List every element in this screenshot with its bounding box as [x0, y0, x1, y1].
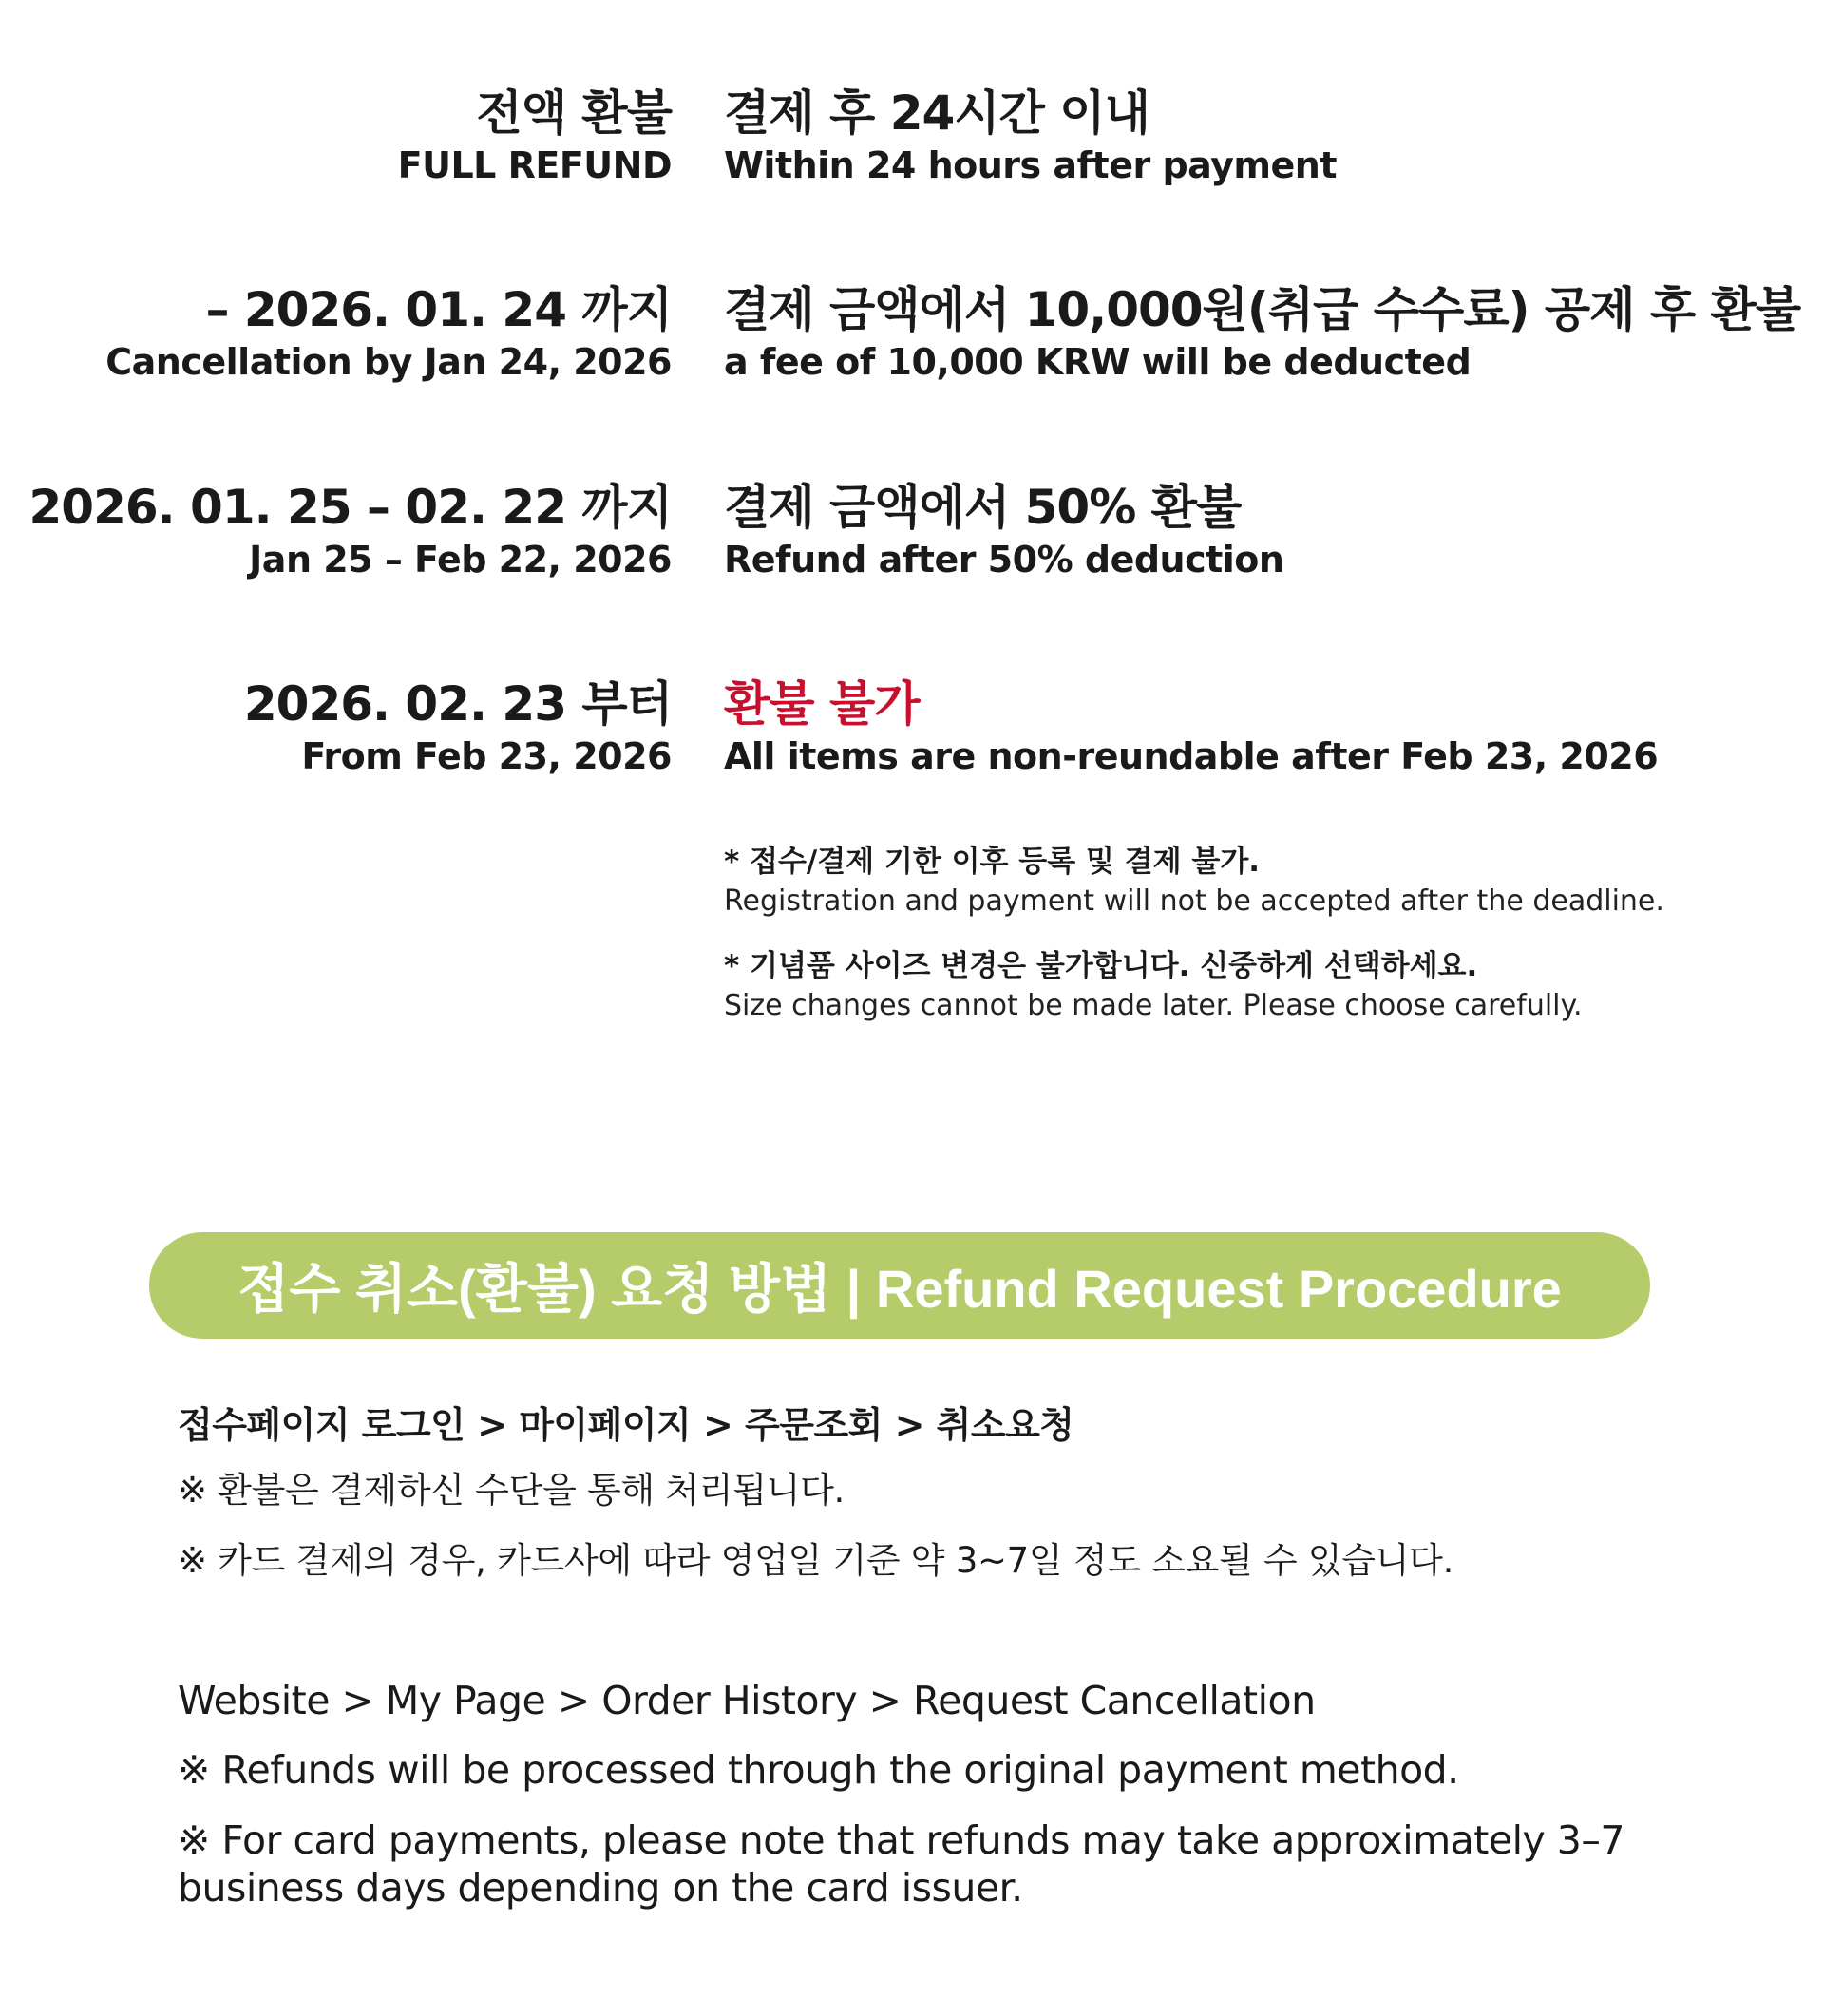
- refund-procedure-banner: [149, 1232, 1650, 1339]
- note-en: Registration and payment will not be accepted after the deadline.: [724, 884, 1664, 918]
- procedure-note-en: ※ Refunds will be processed through the original payment method.: [178, 1747, 1459, 1793]
- period-ko: 전액 환불: [476, 86, 672, 141]
- period-ko: 2026. 01. 25 – 02. 22 까지: [28, 480, 672, 535]
- period-en: Jan 25 – Feb 22, 2026: [249, 539, 672, 580]
- note-ko: * 접수/결제 기한 이후 등록 및 결제 불가.: [724, 845, 1261, 879]
- description-en: Within 24 hours after payment: [724, 144, 1337, 186]
- policy-period: [105, 280, 672, 385]
- policy-description: [724, 84, 1337, 188]
- policy-notes: [724, 841, 1769, 1050]
- note-ko: * 기념품 사이즈 변경은 불가합니다. 신중하게 선택하세요.: [724, 949, 1478, 983]
- period-ko: 2026. 02. 23 부터: [243, 676, 672, 732]
- procedure-note-ko: ※ 카드 결제의 경우, 카드사에 따라 영업일 기준 약 3~7일 정도 소요될 수 있습니다.: [178, 1540, 1454, 1581]
- period-en: FULL REFUND: [397, 144, 672, 186]
- procedure-note-en: ※ For card payments, please note that refunds may take approximately 3–7 business days depending on the card issuer.: [178, 1817, 1624, 1911]
- policy-description: [724, 478, 1283, 582]
- section-spacer: [178, 1607, 1736, 1674]
- description-en: Refund after 50% deduction: [724, 539, 1284, 580]
- policy-period: [244, 675, 672, 779]
- description-ko: 결제 금액에서 50% 환불: [724, 480, 1242, 535]
- refund-procedure-section: [178, 1397, 1736, 1934]
- period-ko: – 2026. 01. 24 까지: [205, 282, 672, 337]
- procedure-path-ko: 접수페이지 로그인 > 마이페이지 > 주문조회 > 취소요청: [178, 1404, 1074, 1446]
- description-en: a fee of 10,000 KRW will be deducted: [724, 341, 1472, 383]
- no-refund-label: 환불 불가: [724, 676, 920, 732]
- note-size-change: [724, 945, 1769, 1025]
- banner-title: 접수 취소(환불) 요청 방법 | Refund Request Procedure: [238, 1259, 1562, 1319]
- procedure-path-en: Website > My Page > Order History > Request Cancellation: [178, 1678, 1316, 1723]
- period-en: Cancellation by Jan 24, 2026: [105, 341, 672, 383]
- description-en: All items are non-reundable after Feb 23, 2026: [724, 735, 1659, 777]
- period-en: From Feb 23, 2026: [301, 735, 672, 777]
- description-ko: 결제 후 24시간 이내: [724, 86, 1150, 141]
- policy-description: [724, 675, 1658, 779]
- policy-period: [28, 478, 672, 582]
- policy-description: [724, 280, 1800, 385]
- description-ko: 결제 금액에서 10,000원(취급 수수료) 공제 후 환불: [724, 282, 1801, 337]
- policy-period: [398, 84, 672, 188]
- procedure-note-ko: ※ 환불은 결제하신 수단을 통해 처리됩니다.: [178, 1470, 845, 1511]
- note-registration-deadline: [724, 841, 1769, 921]
- note-en: Size changes cannot be made later. Please choose carefully.: [724, 989, 1583, 1022]
